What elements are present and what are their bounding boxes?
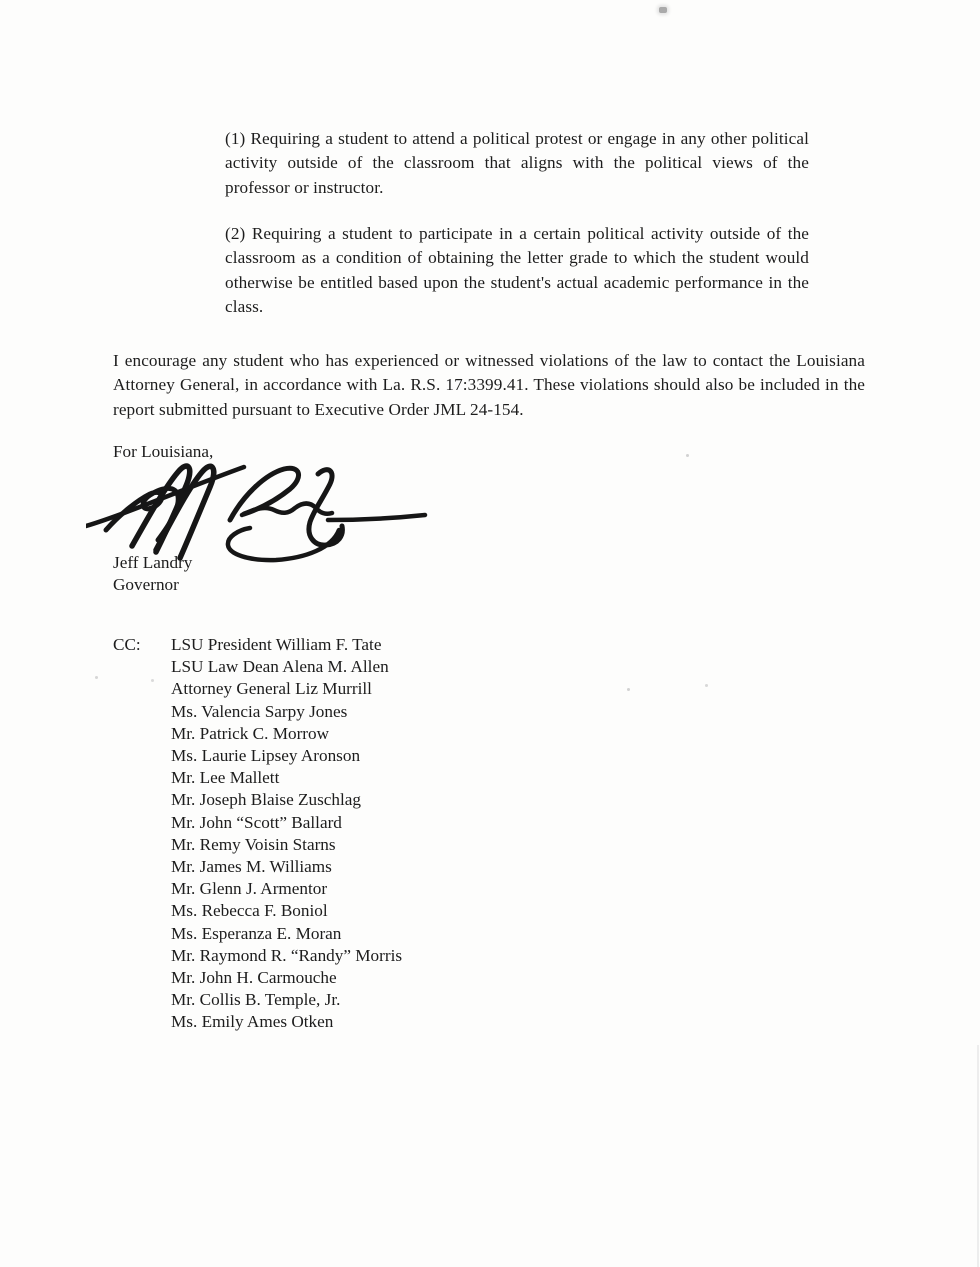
scan-speck [659,7,667,13]
scan-speck [627,688,630,691]
cc-recipient: Mr. James M. Williams [171,857,332,877]
numbered-paragraph-2: (2) Requiring a student to participate in a certain political activity outside of the classroom as a condition of obtaining the letter grade to which the student would otherwise be entitled based upon the student's actual academic performance in the class. [225,224,809,316]
signer-name: Jeff Landry [113,553,193,572]
numbered-paragraph-1: (1) Requiring a student to attend a political protest or engage in any other political activity outside of the classroom that aligns with the political views of the professor or instructor. [225,129,809,197]
scan-speck [151,679,154,682]
scan-speck [705,684,708,687]
cc-recipient: Ms. Valencia Sarpy Jones [171,701,348,721]
scan-edge-artifact [977,1045,979,1267]
cc-recipient: Ms. Laurie Lipsey Aronson [171,746,361,766]
cc-recipient: Mr. Raymond R. “Randy” Morris [171,945,403,965]
cc-label: CC: [113,635,141,654]
body-paragraph: I encourage any student who has experienced or witnessed violations of the law to contact the Louisiana Attorney General, in accordance with La. R.S. 17:3399.41. These violations should also be included in the report submitted pursuant to Executive Order JML 24-154. [113,351,865,419]
cc-recipient: Attorney General Liz Murrill [171,679,372,699]
cc-block [113,634,402,1034]
cc-recipient: Mr. Collis B. Temple, Jr. [171,990,341,1010]
cc-recipient: LSU Law Dean Alena M. Allen [171,657,389,677]
cc-recipient: Mr. Joseph Blaise Zuschlag [171,790,361,810]
cc-recipient: Ms. Rebecca F. Boniol [171,901,328,921]
signer-title: Governor [113,575,179,594]
scan-speck [95,676,98,679]
signature-image [86,458,431,566]
cc-recipient: Ms. Emily Ames Otken [171,1012,334,1032]
cc-recipient: Mr. Lee Mallett [171,768,280,788]
cc-recipient: LSU President William F. Tate [171,635,382,654]
closing-line: For Louisiana, [113,442,214,461]
scan-speck [686,454,689,457]
cc-recipient: Mr. Patrick C. Morrow [171,723,330,743]
cc-recipient: Mr. Glenn J. Armentor [171,879,328,899]
cc-recipient: Ms. Esperanza E. Moran [171,923,342,943]
cc-recipient: Mr. Remy Voisin Starns [171,834,336,854]
cc-recipient: Mr. John H. Carmouche [171,968,337,988]
cc-list [171,634,402,1034]
cc-recipient: Mr. John “Scott” Ballard [171,812,342,832]
